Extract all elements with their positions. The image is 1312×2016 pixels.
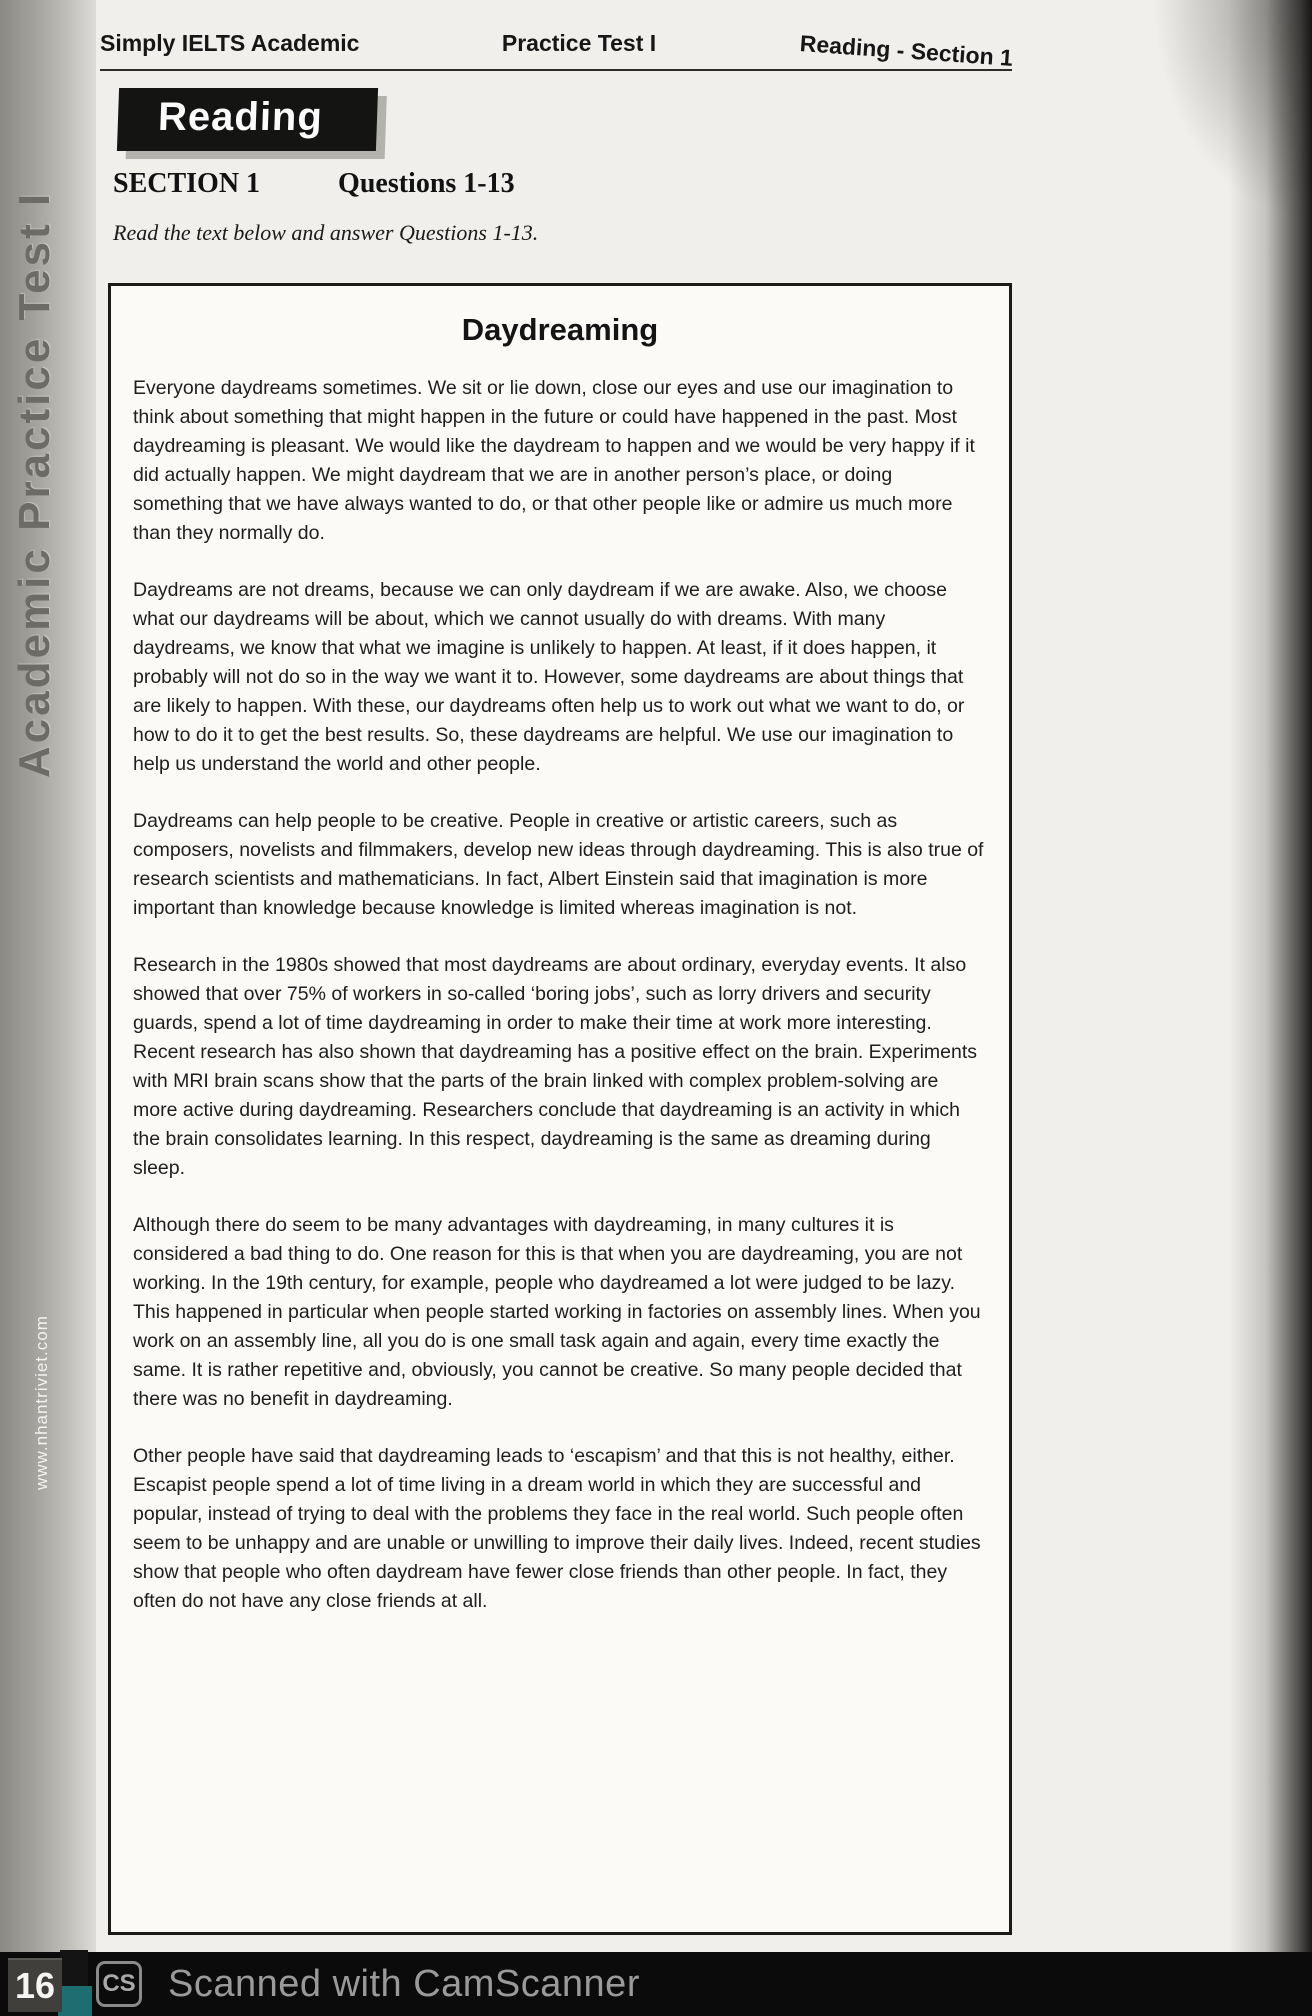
- header-book-title: Simply IELTS Academic: [100, 30, 360, 56]
- section-number: SECTION 1: [113, 168, 261, 199]
- passage-title: Daydreaming: [461, 312, 659, 347]
- passage-paragraph: Daydreams can help people to be creative. People in creative or artistic careers, such as composers, novelists and filmmakers, develop new ideas through daydreaming. This is also true of research scientists and mathematicians. In fact, Albert Einstein said that imagination is more important than knowledge because knowledge is limited whereas imagination is not.: [133, 810, 984, 919]
- passage-paragraph: Research in the 1980s showed that most daydreams are about ordinary, everyday events. It also showed that over 75% of workers in so-called ‘boring jobs’, such as lorry drivers and security guards, spend a lot of time daydreaming in order to make their time at work more interesting. Recent research has also shown that daydreaming has a positive effect on the brain. Experiments with MRI brain scans show that the parts of the brain linked with complex problem-solving are more active during daydreaming. Researchers conclude that daydreaming is an activity in which the brain consolidates learning. In this respect, daydreaming is the same as dreaming during sleep.: [133, 954, 978, 1179]
- section-instruction: Read the text below and answer Questions 1-13.: [113, 220, 539, 245]
- passage-paragraph: Other people have said that daydreaming leads to ‘escapism’ and that this is not healthy, either. Escapist people spend a lot of time living in a dream world in which they are successful and popular, instead of trying to deal with the problems they face in the real world. Such people often seem to be unhappy and are unable or unwilling to improve their daily lives. Indeed, recent studies show that people who often daydream have fewer close friends than other people. In fact, they often do not have any close friends at all.: [133, 1445, 981, 1612]
- cover-edge-sliver: [58, 1986, 92, 2016]
- publisher-website-label: www.nhantriviet.com: [32, 1315, 51, 1490]
- header-test-label: Practice Test I: [501, 30, 657, 56]
- series-vertical-label: Academic Practice Test I: [10, 190, 59, 778]
- section-heading: [113, 168, 515, 200]
- page-number: 16: [8, 1958, 62, 2012]
- reading-passage-box: [108, 283, 1012, 1935]
- passage-paragraph: Everyone daydreams sometimes. We sit or lie down, close our eyes and use our imagination to think about something that might happen in the future or could have happened in the past. Most daydreaming is pleasant. We would like the daydream to happen and we would be very happy if it did actually happen. We might daydream that we are in another person’s place, or doing something that we have always wanted to do, or that other people like or admire us much more than they normally do.: [133, 377, 975, 544]
- camscanner-logo-icon: CS: [96, 1961, 142, 2007]
- section-questions-range: Questions 1-13: [338, 168, 515, 199]
- passage-paragraph: Although there do seem to be many advantages with daydreaming, in many cultures it is considered a bad thing to do. One reason for this is that when you are daydreaming, you are not working. In the 19th century, for example, people who daydreamed a lot were judged to be lazy. This happened in particular when people started working in factories on assembly lines. When you work on an assembly line, all you do is one small task again and again, every time exactly the same. It is rather repetitive and, obviously, you cannot be creative. So many people decided that there was no benefit in daydreaming.: [133, 1214, 981, 1410]
- page-curl-shadow: [1228, 0, 1312, 2016]
- running-head: [100, 30, 1012, 71]
- reading-banner: [117, 88, 378, 151]
- camscanner-bar: [0, 1952, 1312, 2016]
- header-section-label: Reading - Section 1: [798, 30, 1014, 71]
- reading-banner-label: Reading: [157, 95, 324, 139]
- camscanner-watermark-text: Scanned with CamScanner: [168, 1962, 640, 2005]
- passage-paragraph: Daydreams are not dreams, because we can only daydream if we are awake. Also, we choose what our daydreams will be about, which we cannot usually do with dreams. With many daydreams, we know that what we imagine is unlikely to happen. At least, if it does happen, it probably will not do so in the way we want it to. However, some daydreams are about things that are likely to happen. With these, our daydreams often help us to work out what we want to do, or how to do it to get the best results. So, these daydreams are helpful. We use our imagination to help us understand the world and other people.: [133, 579, 965, 775]
- book-margin-strip: [0, 0, 96, 1952]
